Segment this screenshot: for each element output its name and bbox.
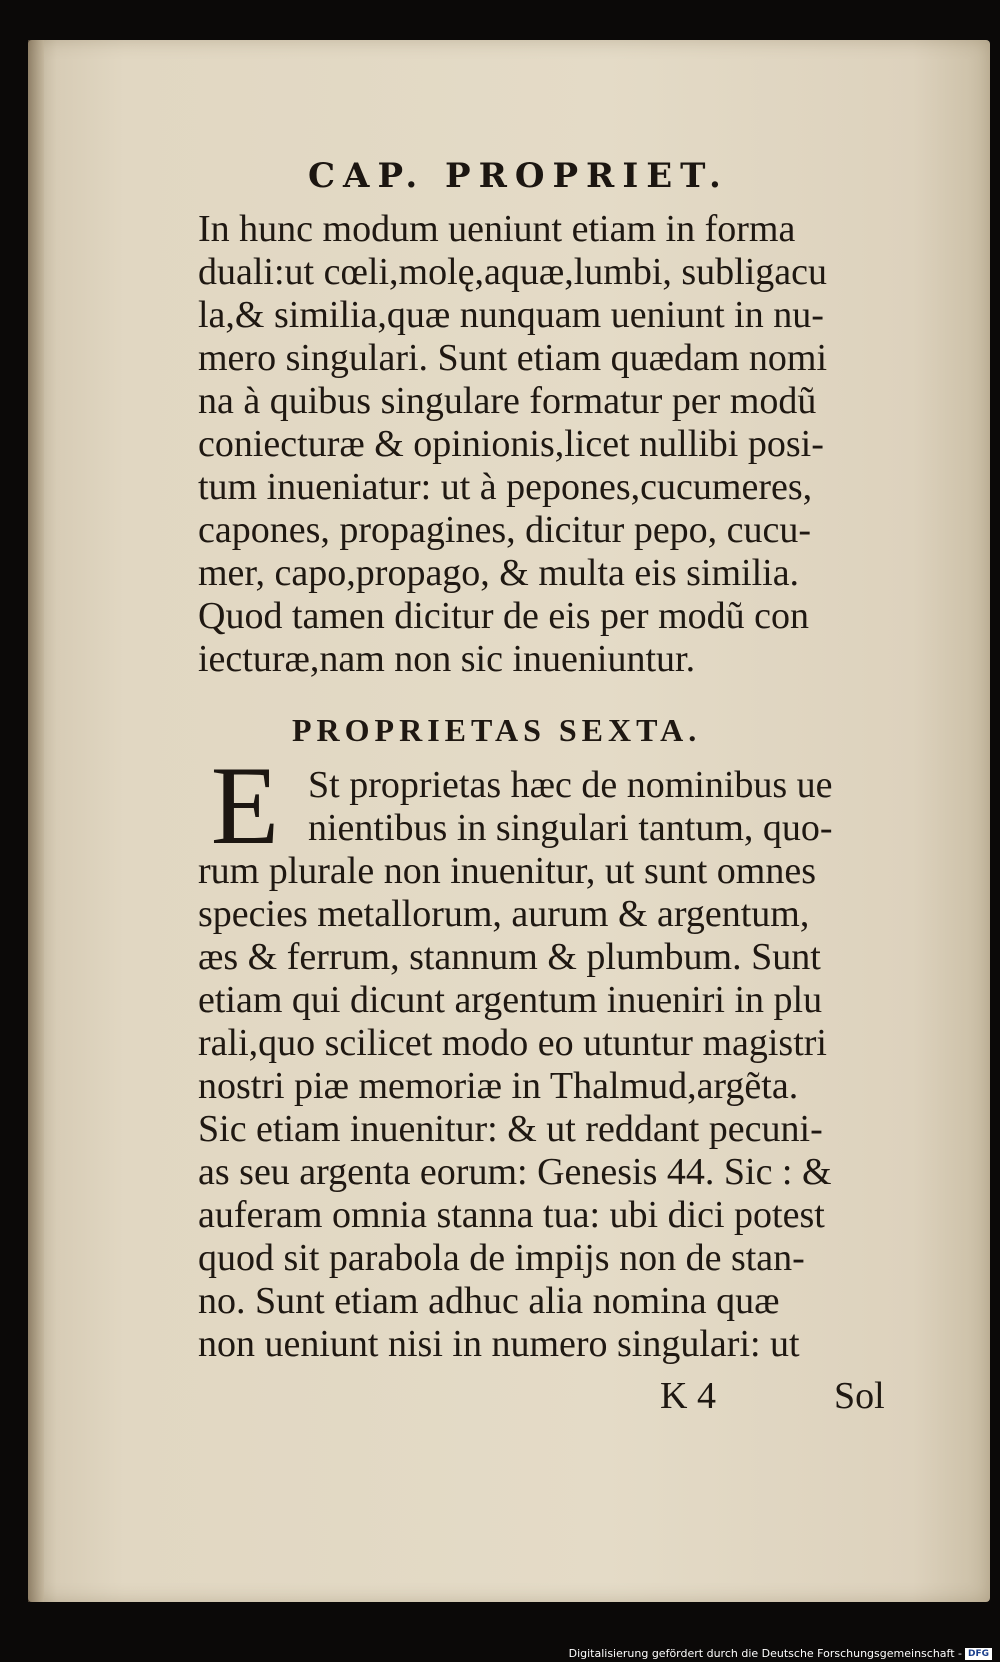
text-line: duali:ut cœli,molę,aquæ,lumbi, subligacu xyxy=(198,251,828,293)
text-line: auferam omnia stanna tua: ubi dici potest xyxy=(198,1194,825,1236)
text-line: nientibus in singulari tantum, quo- xyxy=(308,807,833,849)
text-line: Quod tamen dicitur de eis per modũ con xyxy=(198,595,810,637)
digitization-footer xyxy=(569,1647,992,1660)
text-line: etiam qui dicunt argentum inueniri in plu xyxy=(198,979,823,1021)
text-line: Sic etiam inuenitur: & ut reddant pecuni- xyxy=(198,1108,823,1150)
text-line: mer, capo,propago, & multa eis similia. xyxy=(198,552,800,594)
text-line: iecturæ,nam non sic inueniuntur. xyxy=(198,638,696,680)
text-line: rali,quo scilicet modo eo utuntur magistri xyxy=(198,1022,827,1064)
text-line: mero singulari. Sunt etiam quædam nomi xyxy=(198,337,828,379)
text-line: rum plurale non inuenitur, ut sunt omnes xyxy=(198,850,817,892)
text-line: St proprietas hæc de nominibus ue xyxy=(308,764,833,806)
text-line: as seu argenta eorum: Genesis 44. Sic : & xyxy=(198,1151,832,1193)
text-line: no. Sunt etiam adhuc alia nomina quæ xyxy=(198,1280,780,1322)
text-line: quod sit parabola de impijs non de stan- xyxy=(198,1237,805,1279)
text-line: coniecturæ & opinionis,licet nullibi posi- xyxy=(198,423,824,465)
text-line: capones, propagines, dicitur pepo, cucu- xyxy=(198,509,812,551)
text-line: nostri piæ memoriæ in Thalmud,argẽta. xyxy=(198,1065,799,1107)
section-heading: PROPRIETAS SEXTA. xyxy=(292,712,702,748)
dfg-logo: DFG xyxy=(965,1648,992,1660)
text-line: na à quibus singulare formatur per modũ xyxy=(198,380,817,422)
drop-cap: E xyxy=(210,744,280,868)
text-line: æs & ferrum, stannum & plumbum. Sunt xyxy=(198,936,821,978)
footer-text: Digitalisierung gefördert durch die Deutsche Forschungsgemeinschaft - xyxy=(568,1647,962,1660)
running-header: CAP. PROPRIET. xyxy=(308,156,729,196)
text-line: non ueniunt nisi in numero singulari: ut xyxy=(198,1323,800,1365)
text-line: In hunc modum ueniunt etiam in forma xyxy=(198,208,796,250)
text-line: la,& similia,quæ nunquam ueniunt in nu- xyxy=(198,294,824,336)
signature-mark: K 4 xyxy=(660,1375,716,1417)
text-line: tum inueniatur: ut à pepones,cucumeres, xyxy=(198,466,813,508)
catchword: Sol xyxy=(834,1375,885,1417)
text-line: species metallorum, aurum & argentum, xyxy=(198,893,810,935)
